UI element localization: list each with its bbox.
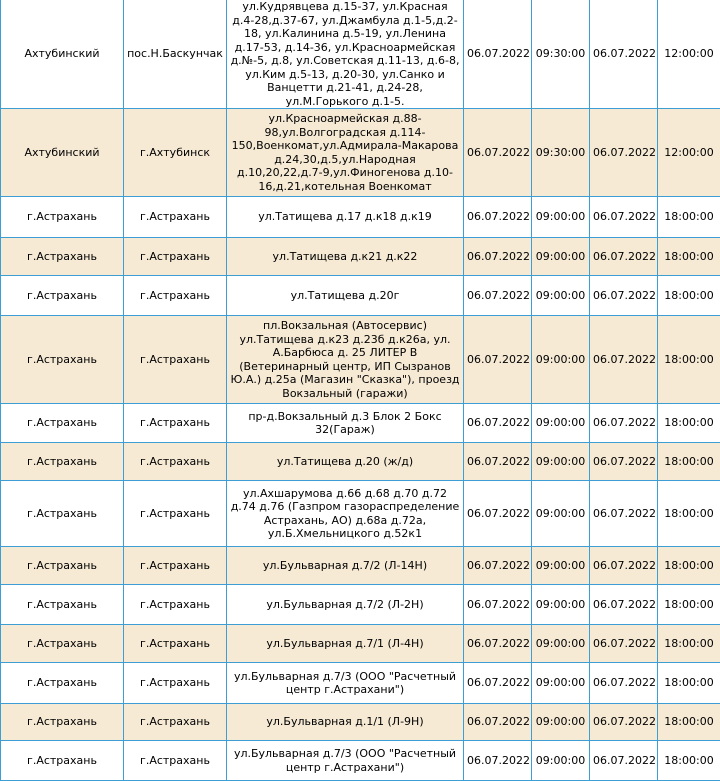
start-date-cell: 06.07.2022	[464, 443, 532, 481]
district-cell: г.Астрахань	[1, 197, 124, 238]
end-date-cell: 06.07.2022	[590, 197, 658, 238]
start-time-cell: 09:00:00	[532, 276, 590, 316]
start-date-cell: 06.07.2022	[464, 404, 532, 443]
start-time-cell: 09:00:00	[532, 585, 590, 625]
district-cell: г.Астрахань	[1, 404, 124, 443]
district-cell: г.Астрахань	[1, 316, 124, 404]
start-time-cell: 09:00:00	[532, 547, 590, 585]
start-time-cell: 09:00:00	[532, 704, 590, 741]
district-cell: г.Астрахань	[1, 238, 124, 276]
start-time-cell: 09:00:00	[532, 404, 590, 443]
start-date-cell: 06.07.2022	[464, 238, 532, 276]
table-row	[1, 197, 720, 238]
address-cell: ул.Кудрявцева д.15-37, ул.Красная д.4-28,д.37-67, ул.Джамбула д.1-5,д.2-18, ул.Калинина д.5-19, ул.Ленина д.17-53, д.14-36, ул.Красноармейская д.№-5, д.8, ул.Советская д.11-13, д.6-8, ул.Ким д.5-13, д.20-30, ул.Санко и Ванцетти д.21-41, д.24-28, ул.М.Горького д.1-5.	[227, 0, 464, 109]
table-row	[1, 443, 720, 481]
end-date-cell: 06.07.2022	[590, 547, 658, 585]
district-cell: г.Астрахань	[1, 585, 124, 625]
locality-cell: г.Астрахань	[124, 481, 227, 547]
address-cell: ул.Бульварная д.1/1 (Л-9Н)	[227, 704, 464, 741]
locality-cell: г.Астрахань	[124, 404, 227, 443]
locality-cell: г.Ахтубинск	[124, 109, 227, 197]
start-time-cell: 09:00:00	[532, 443, 590, 481]
address-cell: ул.Бульварная д.7/3 (ООО "Расчетный центр г.Астрахани")	[227, 663, 464, 704]
locality-cell: г.Астрахань	[124, 547, 227, 585]
end-time-cell: 18:00:00	[658, 704, 720, 741]
table-row	[1, 316, 720, 404]
end-date-cell: 06.07.2022	[590, 481, 658, 547]
end-date-cell: 06.07.2022	[590, 316, 658, 404]
locality-cell: г.Астрахань	[124, 741, 227, 781]
district-cell: г.Астрахань	[1, 443, 124, 481]
start-time-cell: 09:30:00	[532, 109, 590, 197]
district-cell: Ахтубинский	[1, 109, 124, 197]
address-cell: ул.Татищева д.к21 д.к22	[227, 238, 464, 276]
table-row	[1, 238, 720, 276]
address-cell: ул.Татищева д.20 (ж/д)	[227, 443, 464, 481]
end-time-cell: 18:00:00	[658, 625, 720, 663]
end-time-cell: 18:00:00	[658, 238, 720, 276]
end-time-cell: 18:00:00	[658, 663, 720, 704]
locality-cell: г.Астрахань	[124, 585, 227, 625]
start-date-cell: 06.07.2022	[464, 481, 532, 547]
start-time-cell: 09:00:00	[532, 481, 590, 547]
table-row	[1, 663, 720, 704]
end-time-cell: 18:00:00	[658, 547, 720, 585]
table-row	[1, 585, 720, 625]
start-date-cell: 06.07.2022	[464, 741, 532, 781]
address-cell: ул.Татищева д.17 д.к18 д.к19	[227, 197, 464, 238]
address-cell: ул.Татищева д.20г	[227, 276, 464, 316]
start-date-cell: 06.07.2022	[464, 704, 532, 741]
address-cell: пл.Вокзальная (Автосервис) ул.Татищева д.к23 д.23б д.к26а, ул. А.Барбюса д. 25 ЛИТЕР В (Ветеринарный центр, ИП Сызранов Ю.А.) д.25а (Магазин "Сказка"), проезд Вокзальный (гаражи)	[227, 316, 464, 404]
start-date-cell: 06.07.2022	[464, 663, 532, 704]
start-time-cell: 09:00:00	[532, 741, 590, 781]
end-time-cell: 18:00:00	[658, 316, 720, 404]
table-row	[1, 704, 720, 741]
district-cell: г.Астрахань	[1, 276, 124, 316]
district-cell: г.Астрахань	[1, 663, 124, 704]
locality-cell: г.Астрахань	[124, 316, 227, 404]
start-time-cell: 09:00:00	[532, 238, 590, 276]
start-time-cell: 09:00:00	[532, 197, 590, 238]
end-date-cell: 06.07.2022	[590, 109, 658, 197]
end-date-cell: 06.07.2022	[590, 585, 658, 625]
end-time-cell: 18:00:00	[658, 404, 720, 443]
district-cell: г.Астрахань	[1, 704, 124, 741]
start-date-cell: 06.07.2022	[464, 276, 532, 316]
end-date-cell: 06.07.2022	[590, 404, 658, 443]
district-cell: г.Астрахань	[1, 481, 124, 547]
table-row	[1, 625, 720, 663]
start-date-cell: 06.07.2022	[464, 109, 532, 197]
address-cell: пр-д.Вокзальный д.3 Блок 2 Бокс 32(Гараж)	[227, 404, 464, 443]
table-body	[1, 0, 720, 781]
end-time-cell: 12:00:00	[658, 0, 720, 109]
end-date-cell: 06.07.2022	[590, 663, 658, 704]
address-cell: ул.Бульварная д.7/3 (ООО "Расчетный центр г.Астрахани")	[227, 741, 464, 781]
end-date-cell: 06.07.2022	[590, 0, 658, 109]
end-date-cell: 06.07.2022	[590, 276, 658, 316]
start-time-cell: 09:30:00	[532, 0, 590, 109]
locality-cell: г.Астрахань	[124, 197, 227, 238]
end-time-cell: 12:00:00	[658, 109, 720, 197]
start-time-cell: 09:00:00	[532, 625, 590, 663]
table-row	[1, 276, 720, 316]
start-date-cell: 06.07.2022	[464, 585, 532, 625]
end-time-cell: 18:00:00	[658, 197, 720, 238]
locality-cell: г.Астрахань	[124, 276, 227, 316]
address-cell: ул.Бульварная д.7/1 (Л-4Н)	[227, 625, 464, 663]
locality-cell: пос.Н.Баскунчак	[124, 0, 227, 109]
district-cell: г.Астрахань	[1, 741, 124, 781]
locality-cell: г.Астрахань	[124, 238, 227, 276]
end-date-cell: 06.07.2022	[590, 443, 658, 481]
table-row	[1, 481, 720, 547]
end-date-cell: 06.07.2022	[590, 704, 658, 741]
table-row	[1, 0, 720, 109]
table-row	[1, 741, 720, 781]
end-time-cell: 18:00:00	[658, 585, 720, 625]
end-date-cell: 06.07.2022	[590, 625, 658, 663]
locality-cell: г.Астрахань	[124, 625, 227, 663]
locality-cell: г.Астрахань	[124, 443, 227, 481]
district-cell: Ахтубинский	[1, 0, 124, 109]
end-date-cell: 06.07.2022	[590, 741, 658, 781]
end-date-cell: 06.07.2022	[590, 238, 658, 276]
address-cell: ул.Ахшарумова д.66 д.68 д.70 д.72 д.74 д.76 (Газпром газораспределение Астрахань, АО) д.68а д.72а, ул.Б.Хмельницкого д.52к1	[227, 481, 464, 547]
start-time-cell: 09:00:00	[532, 316, 590, 404]
start-time-cell: 09:00:00	[532, 663, 590, 704]
end-time-cell: 18:00:00	[658, 481, 720, 547]
address-cell: ул.Красноармейская д.88-98,ул.Волгоградская д.114-150,Военкомат,ул.Адмирала-Макарова д.24,30,д.5,ул.Народная д.10,20,22,д.7-9,ул.Финогенова д.10-16,д.21,котельная Военкомат	[227, 109, 464, 197]
locality-cell: г.Астрахань	[124, 704, 227, 741]
table-row	[1, 109, 720, 197]
start-date-cell: 06.07.2022	[464, 547, 532, 585]
district-cell: г.Астрахань	[1, 625, 124, 663]
locality-cell: г.Астрахань	[124, 663, 227, 704]
end-time-cell: 18:00:00	[658, 276, 720, 316]
address-cell: ул.Бульварная д.7/2 (Л-2Н)	[227, 585, 464, 625]
table-row	[1, 404, 720, 443]
start-date-cell: 06.07.2022	[464, 0, 532, 109]
start-date-cell: 06.07.2022	[464, 316, 532, 404]
start-date-cell: 06.07.2022	[464, 625, 532, 663]
table-row	[1, 547, 720, 585]
start-date-cell: 06.07.2022	[464, 197, 532, 238]
end-time-cell: 18:00:00	[658, 443, 720, 481]
district-cell: г.Астрахань	[1, 547, 124, 585]
end-time-cell: 18:00:00	[658, 741, 720, 781]
address-cell: ул.Бульварная д.7/2 (Л-14Н)	[227, 547, 464, 585]
